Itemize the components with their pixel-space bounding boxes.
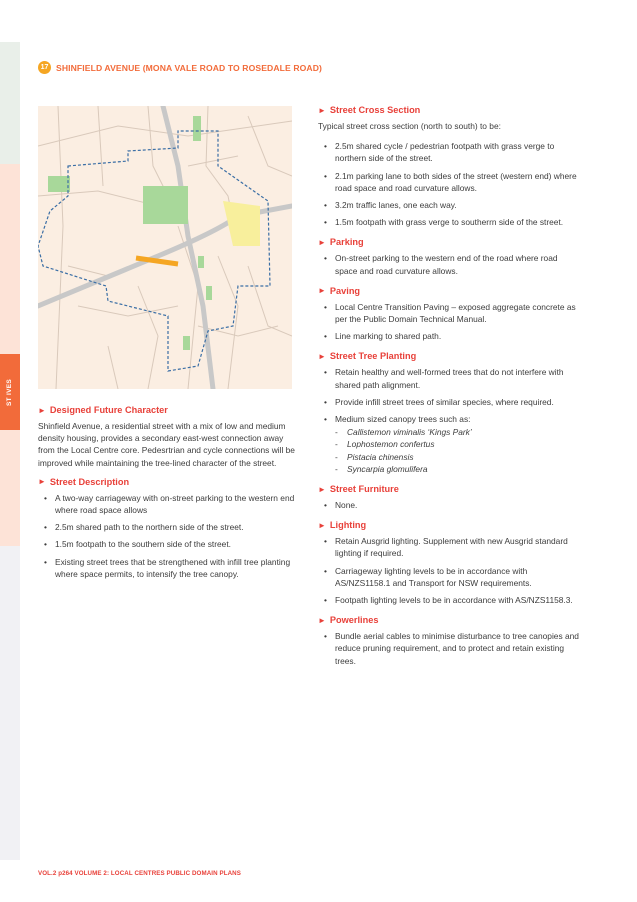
section-street-tree-planting (318, 351, 580, 475)
bullet-list (318, 301, 580, 343)
triangle-right-icon: ► (318, 286, 326, 296)
species-item: - Lophostemon confertus (335, 438, 580, 450)
triangle-right-icon: ► (38, 405, 46, 415)
list-item: • Local Centre Transition Paving – exposed aggregate concrete as per the Public Domain Technical Manual. (318, 301, 580, 325)
section-heading: Parking (329, 237, 364, 248)
section-heading: Designed Future Character (49, 405, 168, 415)
triangle-right-icon: ► (38, 477, 46, 487)
bullet-list (318, 366, 580, 475)
list-item: • Existing street trees that be strengthened with infill tree planting where space permits, to intensify the tree canopy. (38, 556, 296, 580)
green-patch (206, 286, 212, 300)
list-item (318, 413, 580, 475)
section-designed-future-character (38, 405, 296, 469)
section-intro: Typical street cross section (north to south) to be: (318, 121, 501, 131)
species-item: - Callistemon viminalis ‘Kings Park’ (335, 426, 580, 438)
section-heading: Paving (329, 285, 361, 296)
species-item: - Syncarpia glomulifera (335, 463, 580, 475)
park-area (143, 186, 188, 224)
list-item: • Retain healthy and well-formed trees that do not interfere with shared path alignment. (318, 366, 580, 390)
side-strip-top (0, 42, 20, 164)
section-street-description (38, 477, 296, 580)
bullet-list (318, 499, 580, 511)
bullet-list (318, 535, 580, 606)
location-map (38, 106, 292, 389)
side-tab[interactable] (0, 354, 20, 430)
section-lighting (318, 520, 580, 606)
bullet-list (38, 492, 296, 580)
list-item: • Bundle aerial cables to minimise disturbance to tree canopies and reduce pruning requirement, and to protect and retain existing trees. (318, 630, 580, 667)
green-patch (198, 256, 204, 268)
triangle-right-icon: ► (318, 351, 326, 361)
triangle-right-icon: ► (318, 484, 326, 494)
species-item: - Pistacia chinensis (335, 451, 580, 463)
bullet-list (318, 252, 580, 276)
section-paragraph: Shinfield Avenue, a residential street with a mix of low and medium density housing, provides a secondary east-west connection away from the Local Centre core. Pedesrtrian and cycle connections will be improved while maintaining the tree-lined character of the street. (38, 421, 295, 468)
left-column (38, 405, 296, 589)
list-item: • 2.1m parking lane to both sides of the street (western end) where road space and road curvature allows. (318, 170, 580, 194)
section-street-cross-section (318, 105, 580, 228)
street-number-badge: 17 (38, 61, 51, 74)
list-item: • 1.5m footpath with grass verge to southerrn side of the street. (318, 216, 580, 228)
triangle-right-icon: ► (318, 105, 326, 115)
list-item: • Line marking to shared path. (318, 330, 580, 342)
section-heading: Street Cross Section (329, 105, 421, 115)
section-heading: Street Furniture (329, 484, 399, 495)
green-patch (183, 336, 190, 350)
triangle-right-icon: ► (318, 237, 326, 247)
section-heading: Lighting (329, 520, 367, 531)
street-map-graphic (38, 106, 292, 389)
bullet-list (318, 630, 580, 667)
side-strip-bottom (0, 546, 20, 860)
page-footer: VOL.2 p264 VOLUME 2: LOCAL CENTRES PUBLIC DOMAIN PLANS (38, 870, 241, 877)
list-item: • On-street parking to the western end of the road where road space and road curvature allows. (318, 252, 580, 276)
section-parking (318, 237, 580, 276)
side-tab-label: ST IVES (6, 378, 14, 406)
list-item: • Provide infill street trees of similar species, where required. (318, 396, 580, 408)
triangle-right-icon: ► (318, 615, 326, 625)
section-powerlines (318, 615, 580, 667)
list-item: • A two-way carriageway with on-street parking to the western end where road space allows (38, 492, 296, 516)
section-heading: Street Description (49, 476, 130, 487)
page-header (38, 61, 322, 74)
list-item-text: Medium sized canopy trees such as: (335, 414, 471, 425)
page-title: SHINFIELD AVENUE (MONA VALE ROAD TO ROSEDALE ROAD) (56, 62, 322, 73)
park-strip-north (193, 116, 201, 141)
list-item: • Carriageway lighting levels to be in accordance with AS/NZS1158.1 and Transport for NSW requirements. (318, 565, 580, 589)
list-item: • Footpath lighting levels to be in accordance with AS/NZS1158.3. (318, 594, 580, 606)
list-item: • Retain Ausgrid lighting. Supplement with new Ausgrid standard lighting if required. (318, 535, 580, 559)
park-area-west (48, 176, 70, 192)
right-column (318, 105, 580, 676)
side-strip-upper (0, 164, 20, 354)
section-paving (318, 286, 580, 343)
list-item: • 1.5m footpath to the southern side of the street. (38, 538, 296, 550)
list-item: • 2.5m shared cycle / pedestrian footpath with grass verge to northern side of the street. (318, 140, 580, 164)
section-street-furniture (318, 484, 580, 511)
list-item: • 2.5m shared path to the northern side of the street. (38, 521, 296, 533)
section-heading: Street Tree Planting (329, 351, 417, 362)
list-item: • 3.2m traffic lanes, one each way. (318, 199, 580, 211)
species-list (335, 426, 580, 475)
commercial-area (223, 201, 260, 246)
side-strip-lower (0, 430, 20, 546)
bullet-list (318, 140, 580, 228)
section-heading: Powerlines (329, 615, 379, 626)
list-item: • None. (318, 499, 580, 511)
triangle-right-icon: ► (318, 520, 326, 530)
